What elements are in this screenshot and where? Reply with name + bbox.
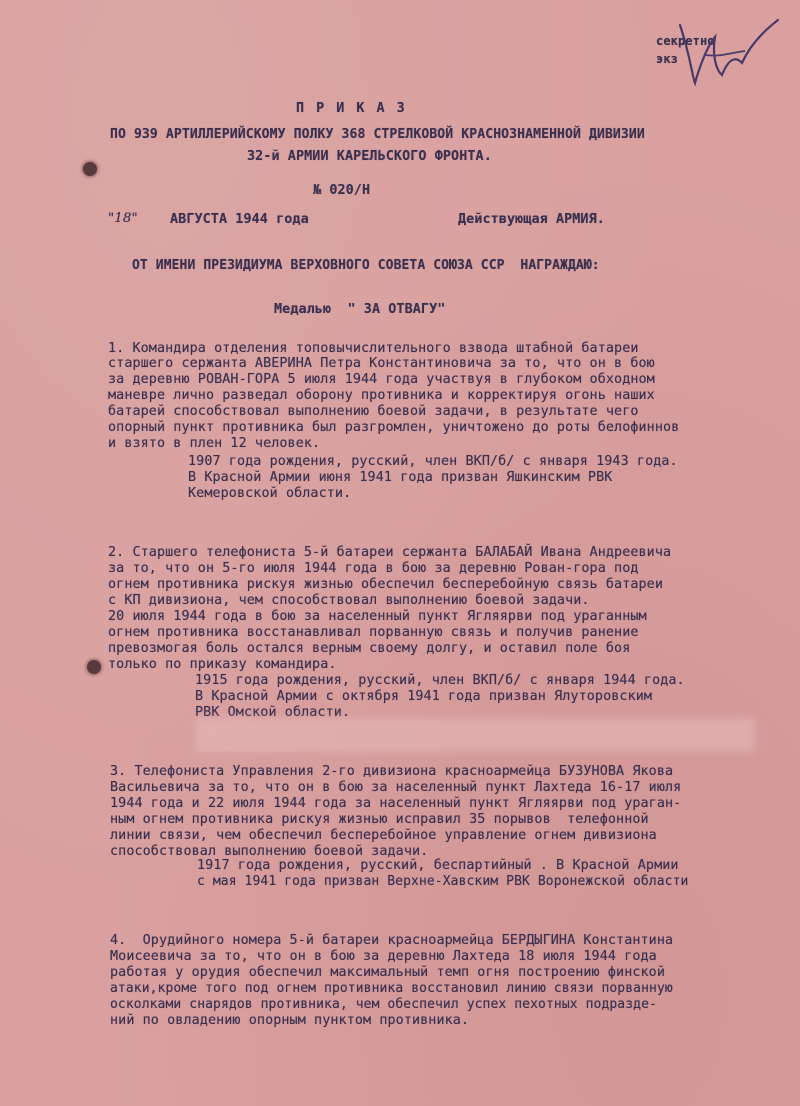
award-text-line: ний по овладению опорным пунктом противника. — [110, 1013, 470, 1028]
award-bio-line: Кемеровской области. — [188, 486, 352, 501]
award-text-line: 4. Орудийного номера 5-й батареи красноармейца БЕРДЫГИНА Константина — [110, 933, 674, 948]
award-text-line: 2. Старшего телефониста 5-й батареи сержанта БАЛАБАЙ Ивана Андреевича — [108, 545, 672, 560]
award-text-line: за деревню РОВАН-ГОРА 5 июля 1944 года участвуя в глубоком обходном — [108, 372, 655, 387]
punch-hole-bottom — [87, 660, 101, 674]
award-text-line: 1. Командира отделения топовычислительного взвода штабной батареи — [108, 341, 639, 356]
award-text-line: способствовал выполнению боевой задачи. — [110, 844, 429, 859]
award-text-line: Васильевича за то, что он в бою за населенный пункт Лахтеда 16-17 июля — [110, 780, 682, 795]
order-title: П Р И К А З — [296, 101, 407, 116]
award-text-line: работая у орудия обеспечил максимальный темп огня построению финской — [110, 965, 666, 980]
corner-stamp-line2: экз — [656, 52, 678, 66]
award-text-line: только по приказу командира. — [108, 657, 337, 672]
order-heading-line2: 32-й АРМИИ КАРЕЛЬСКОГО ФРОНТА. — [247, 149, 492, 164]
award-text-line: 20 июля 1944 года в бою за населенный пункт Ягляярви под ураганным — [108, 609, 647, 624]
award-text-line: старшего сержанта АВЕРИНА Петра Константиновича за то, что он в бою — [108, 356, 655, 371]
signature-mark — [650, 15, 790, 90]
award-bio-line: В Красной Армии с октября 1941 года призван Ялуторовским — [195, 689, 653, 704]
award-text-line: и взято в плен 12 человек. — [108, 436, 321, 451]
punch-hole-top — [83, 162, 97, 176]
date-text: АВГУСТА 1944 года — [170, 212, 309, 227]
paper-smudge — [195, 718, 755, 752]
award-text-line: 3. Телефониста Управления 2-го дивизиона красноармейца БУЗУНОВА Якова — [110, 764, 674, 779]
award-bio-line: 1915 года рождения, русский, член ВКП/б/ с января 1944 года. — [195, 673, 685, 688]
location-text: Действующая АРМИЯ. — [458, 212, 605, 227]
award-bio-line: РВК Омской области. — [195, 705, 351, 720]
award-text-line: Моисеевича за то, что он в бою за деревню Лахтеда 18 июля 1944 года — [110, 949, 657, 964]
corner-stamp-line1: секретно — [656, 34, 715, 48]
award-text-line: опорный пункт противника был разгромлен, уничтожено до роты белофиннов — [108, 420, 680, 435]
award-text-line: маневре лично разведал оборону противника и корректируя огонь наших — [108, 388, 655, 403]
award-bio-line: 1917 года рождения, русский, беспартийный . В Красной Армии — [197, 858, 679, 873]
award-text-line: превозмогая боль остался верным своему долгу, и оставил поле боя — [108, 641, 631, 656]
medal-name: Медалью " ЗА ОТВАГУ" — [274, 302, 446, 317]
award-text-line: осколками снарядов противника, чем обеспечил успех пехотных подразде- — [110, 997, 657, 1012]
award-text-line: за то, что он 5-го июля 1944 года в бою за деревню Рован-гора под — [108, 561, 639, 576]
award-preamble: ОТ ИМЕНИ ПРЕЗИДИУМА ВЕРХОВНОГО СОВЕТА СОЮЗА ССР НАГРАЖДАЮ: — [132, 258, 600, 273]
date-day: "18" — [108, 211, 138, 226]
order-number: № 020/Н — [313, 183, 371, 198]
order-heading-line1: ПО 939 АРТИЛЛЕРИЙСКОМУ ПОЛКУ 368 СТРЕЛКОВОЙ КРАСНОЗНАМЕННОЙ ДИВИЗИИ — [110, 127, 645, 142]
award-bio-line: В Красной Армии июня 1941 года призван Яшкинским РВК — [188, 470, 613, 485]
award-text-line: батарей способствовал выполнению боевой задачи, в результате чего — [108, 404, 639, 419]
award-text-line: огнем противника восстанавливал порванную связь и получив ранение — [108, 625, 639, 640]
award-text-line: линии связи, чем обеспечил бесперебойное управление огнем дивизиона — [110, 828, 657, 843]
award-text-line: ным огнем противника рискуя жизнью исправил 35 порывов телефонной — [110, 812, 649, 827]
award-text-line: с КП дивизиона, чем способствовал выполнению боевой задачи. — [108, 593, 590, 608]
award-text-line: огнем противника рискуя жизнью обеспечил бесперебойную связь батареи — [108, 577, 664, 592]
award-text-line: 1944 года и 22 июля 1944 года за населенный пункт Ягляярви под ураган- — [110, 796, 682, 811]
award-bio-line: с мая 1941 года призван Верхне-Хавским РВК Воронежской области — [197, 874, 689, 889]
award-bio-line: 1907 года рождения, русский, член ВКП/б/ с января 1943 года. — [188, 454, 678, 469]
date-day-value: 18 — [114, 211, 132, 226]
award-text-line: атаки,кроме того под огнем противника восстановил линию связи порванную — [110, 981, 673, 996]
